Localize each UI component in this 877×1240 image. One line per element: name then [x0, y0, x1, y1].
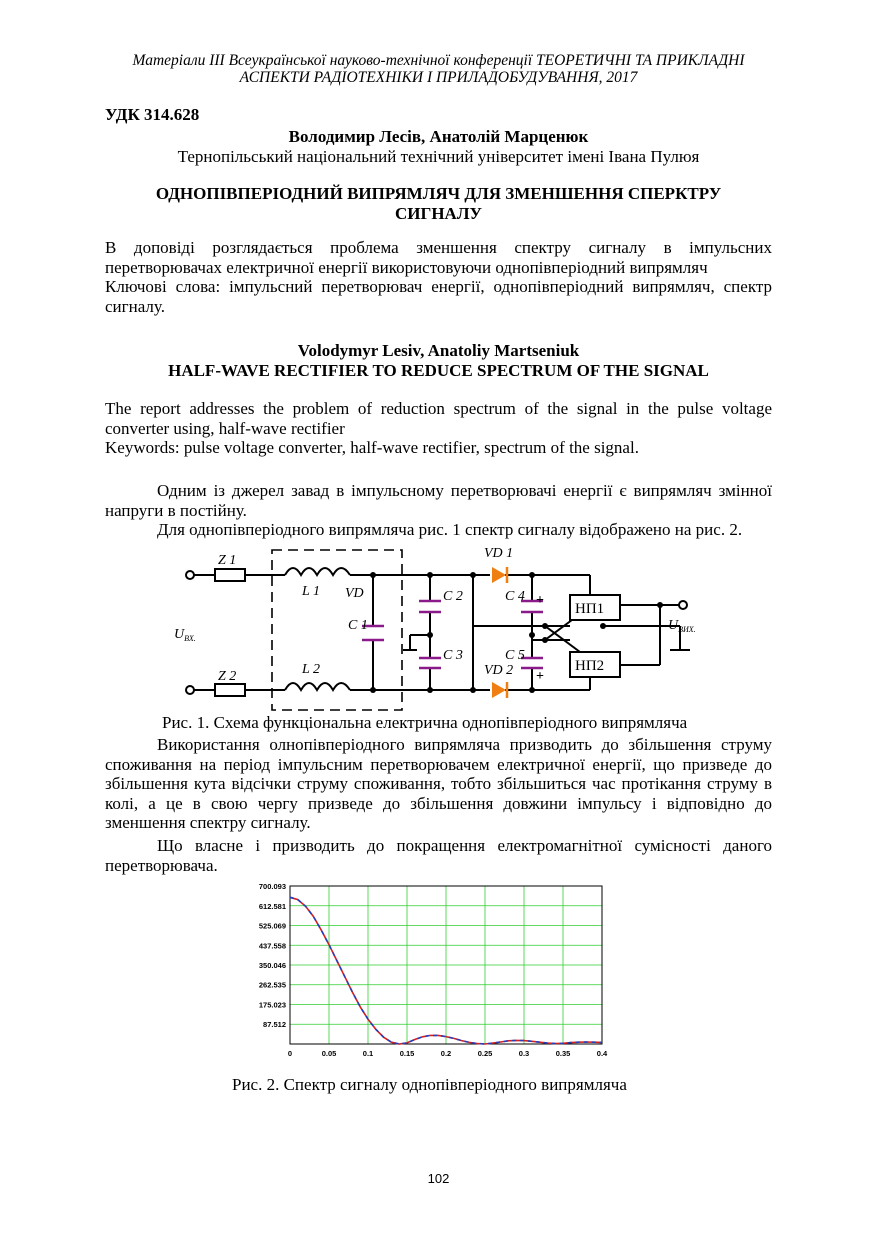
diode-vd2	[492, 682, 507, 698]
impedance-z2	[215, 684, 245, 696]
x-tick-label: 0.1	[362, 1049, 374, 1058]
conference-header-line1: Матеріали III Всеукраїнської науково-технічної конференції ТЕОРЕТИЧНІ ТА ПРИКЛАДНІ	[132, 52, 745, 69]
abstract-en: The report addresses the problem of reduction spectrum of the signal in the pulse voltage converter using, half-wave rectifier	[105, 399, 772, 438]
label-c2: C 2	[443, 589, 463, 604]
label-c1: C 1	[348, 618, 368, 633]
impedance-z1	[215, 569, 245, 581]
label-c4: C 4	[505, 589, 525, 604]
y-tick-label: 525.069	[258, 921, 286, 931]
body-paragraph-4: Що власне і призводить до покращення електромагнітної сумісності даного перетворювача.	[105, 836, 772, 875]
output-terminal	[679, 601, 687, 609]
conference-header-line2: АСПЕКТИ РАДІОТЕХНІКИ І ПРИЛАДОБУДУВАННЯ, 2017	[239, 69, 638, 86]
label-vd1: VD 1	[484, 546, 514, 561]
c5-plus-sign: +	[536, 669, 544, 684]
y-tick-label: 437.558	[258, 941, 286, 951]
title-ua-line1: ОДНОПІВПЕРІОДНИЙ ВИПРЯМЛЯЧ ДЛЯ ЗМЕНШЕННЯ СПЕРКТРУ	[155, 184, 722, 203]
x-tick-label: 0	[287, 1049, 293, 1058]
x-tick-label: 0.2	[440, 1049, 452, 1058]
y-tick-label: 700.093	[258, 882, 286, 891]
y-tick-label: 262.535	[258, 980, 286, 990]
abstract-ua: В доповіді розглядається проблема зменшення спектру сигналу в імпульсних перетворювачах електричної енергії використовуючи однопівперіодний випрямляч	[105, 238, 772, 277]
inductor-l2	[285, 683, 350, 690]
label-c3: C 3	[443, 648, 463, 663]
label-z1: Z 1	[218, 553, 237, 568]
authors-ua: Володимир Лесів, Анатолій Марценюк	[288, 127, 589, 146]
label-uin: $U_{ВХ.}$	[174, 627, 196, 643]
chart-x-tick-labels	[288, 1049, 608, 1058]
x-tick-label: 0.4	[596, 1049, 608, 1058]
chart-grid	[290, 886, 602, 1044]
affiliation: Тернопільський національний технічний університет імені Івана Пулюя	[177, 147, 700, 166]
input-terminal-bottom	[186, 686, 194, 694]
body-paragraph-1: Одним із джерел завад в імпульсному перетворювачі енергії є випрямляч змінної напруги в постійну.	[105, 481, 772, 520]
figure-2-caption: Рис. 2. Спектр сигналу однопівперіодного випрямляча	[232, 1075, 627, 1094]
abstract-en-block	[105, 399, 772, 458]
conference-header	[90, 52, 787, 86]
x-tick-label: 0.3	[518, 1049, 530, 1058]
label-l1: L 1	[302, 584, 321, 599]
c4-plus-sign: +	[536, 593, 544, 608]
keywords-en: Keywords: pulse voltage converter, half-wave rectifier, spectrum of the signal.	[105, 438, 639, 457]
label-vd: VD	[345, 586, 364, 601]
title-en: HALF-WAVE RECTIFIER TO REDUCE SPECTRUM OF THE SIGNAL	[168, 361, 709, 380]
x-tick-label: 0.25	[477, 1049, 493, 1058]
x-tick-label: 0.35	[555, 1049, 571, 1058]
body-paragraph-2: Для однопівперіодного випрямляча рис. 1 спектр сигналу відображено на рис. 2.	[157, 520, 743, 539]
y-tick-label: 350.046	[258, 961, 286, 971]
spectrum-chart	[248, 878, 618, 1063]
label-uout: $U_{ВИХ.}$	[668, 618, 696, 634]
label-vd2: VD 2	[484, 663, 514, 678]
y-tick-label: 175.023	[258, 1000, 286, 1010]
page-number: 102	[427, 1171, 450, 1186]
inductor-l1	[285, 568, 350, 575]
input-terminal-top	[186, 571, 194, 579]
abstract-ua-block	[105, 238, 772, 316]
chart-y-tick-labels	[259, 882, 286, 1029]
body-paragraph-3: Використання олнопівперіодного випрямляча призводить до збільшення струму споживання на період імпульсним перетворювачем електричної енергії, що призведе до збільшення кута відсічки струму споживання, тобто збільшиться час протікання струму в колі, а це в свою чергу призведе до збільшення довжини імпульсу і відповідно до зменшення спектру сигналу.	[105, 735, 772, 832]
title-ua-line2: СИГНАЛУ	[395, 204, 482, 223]
x-tick-label: 0.15	[399, 1049, 415, 1058]
y-tick-label: 612.581	[258, 901, 286, 911]
y-tick-label: 87.512	[263, 1020, 286, 1030]
udk-code: УДК 314.628	[105, 105, 200, 124]
x-tick-label: 0.05	[321, 1049, 337, 1058]
diode-vd1	[492, 567, 507, 583]
label-c5: C 5	[505, 648, 525, 663]
label-l2: L 2	[302, 662, 321, 677]
figure-1-caption: Рис. 1. Схема функціональна електрична однопівперіодного випрямляча	[162, 713, 688, 732]
keywords-ua: Ключові слова: імпульсний перетворювач енергії, однопівперіодний випрямляч, спектр сигналу.	[105, 277, 772, 316]
circuit-diagram	[160, 540, 720, 720]
circuit-labels	[218, 546, 525, 684]
authors-en: Volodymyr Lesiv, Anatoliy Martseniuk	[297, 341, 580, 360]
title-ua	[140, 184, 737, 224]
label-z2: Z 2	[218, 669, 237, 684]
label-np1: НП1	[575, 601, 605, 617]
label-np2: НП2	[575, 658, 605, 674]
